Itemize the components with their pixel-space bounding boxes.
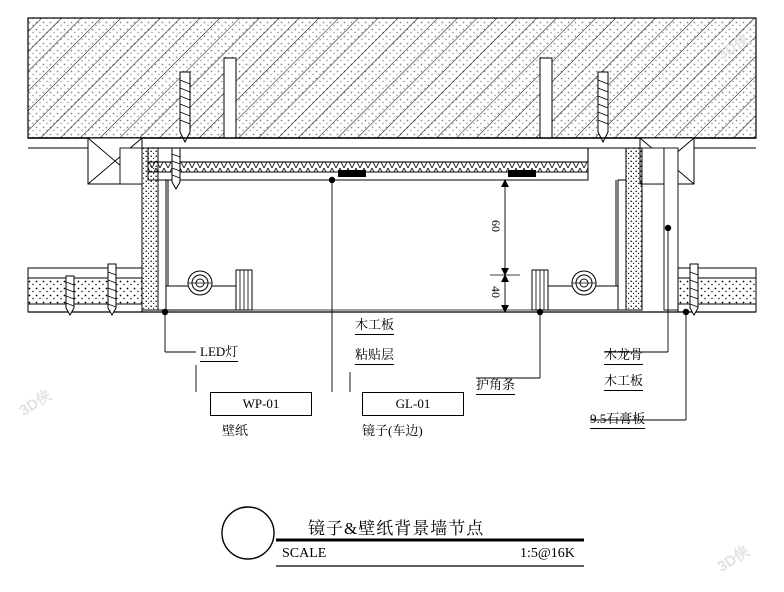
material-mirror: 镜子(车边): [362, 423, 423, 438]
callout-wood-board-right: 木工板: [604, 374, 643, 391]
tag-box-gl-01: GL-01: [362, 392, 464, 416]
led-fixture-right: [572, 271, 596, 295]
lower-wall-bands: [28, 268, 756, 312]
callout-wood-keel: 木龙骨: [604, 348, 643, 365]
callout-wood-board: 木工板: [355, 318, 394, 335]
callout-adhesive-layer: 粘贴层: [355, 348, 394, 365]
ceiling-slab-hatch: [28, 18, 756, 138]
watermark-left: 3D侠: [16, 387, 55, 420]
drawing-title: 镜子&壁纸背景墙节点: [308, 519, 485, 538]
scale-label: SCALE: [282, 546, 327, 561]
dimension-40: 40: [489, 286, 503, 298]
dimension-60: 60: [489, 220, 503, 232]
callout-led-lamp: LED灯: [200, 345, 238, 362]
material-wallpaper: 壁纸: [222, 423, 249, 438]
callout-corner-bead: 护角条: [476, 378, 515, 395]
led-fixture-left: [188, 271, 212, 295]
watermark-bottom-right: 3D侠: [714, 543, 753, 576]
scale-value: 1:5@16K: [520, 546, 575, 561]
soffit-assembly: [148, 148, 588, 189]
tag-box-wp-01: WP-01: [210, 392, 312, 416]
callout-gypsum-board: 9.5石膏板: [590, 412, 645, 429]
watermark-top-right: 3D侠: [714, 31, 753, 64]
